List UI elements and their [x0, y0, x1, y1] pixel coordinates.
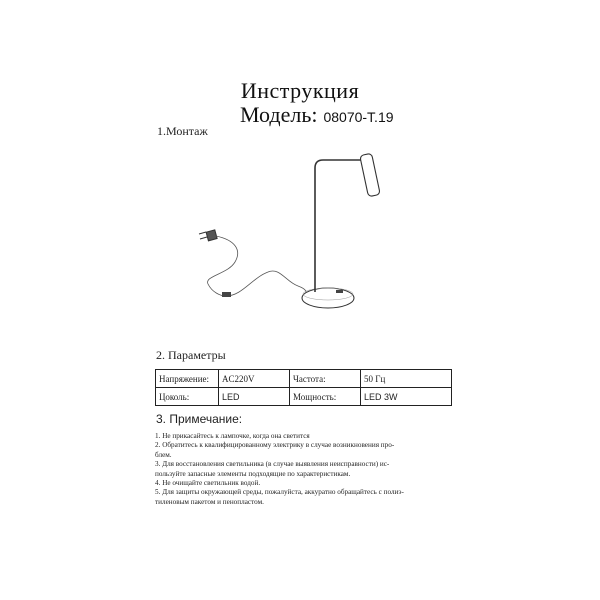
- list-item: 5. Для защиты окружающей среды, пожалуйста, аккуратно обращайтесь с полиэ-: [155, 488, 404, 497]
- params-heading: 2. Параметры: [156, 348, 226, 362]
- plug-icon: [199, 230, 217, 241]
- list-item: блем.: [155, 450, 172, 459]
- lamp-illustration: [190, 150, 410, 320]
- list-item: 3. Для восстановления светильника (в случае выявления неисправности) ис-: [155, 460, 390, 469]
- table-cell: Напряжение:: [156, 370, 219, 388]
- page-title: Инструкция: [240, 78, 360, 103]
- notes-list: [155, 432, 455, 507]
- notes-heading: 3. Примечание:: [156, 412, 243, 426]
- inline-switch: [222, 292, 231, 297]
- model-label: Модель:: [240, 102, 318, 127]
- model-line: [240, 102, 394, 128]
- table-cell: 50 Гц: [361, 370, 452, 388]
- list-item: пользуйте запасные элементы подходящие по характеристикам.: [155, 469, 351, 478]
- list-item: 2. Обратитесь к квалифицированному электрику в случае возникновения про-: [155, 441, 395, 450]
- table-row: [156, 388, 452, 406]
- table-cell: Частота:: [290, 370, 361, 388]
- params-table: [155, 369, 452, 406]
- list-item: 1. Не прикасайтесь к лампочке, когда она светится: [155, 432, 310, 440]
- table-cell: LED 3W: [361, 388, 452, 406]
- mounting-heading: 1.Монтаж: [157, 124, 208, 138]
- table-cell: AC220V: [219, 370, 290, 388]
- model-code: 08070-T.19: [323, 109, 394, 125]
- table-cell: LED: [219, 388, 290, 406]
- table-row: [156, 370, 452, 388]
- table-cell: Цоколь:: [156, 388, 219, 406]
- lamp-arm: [315, 160, 362, 292]
- power-cord: [208, 236, 306, 296]
- list-item: 4. Не очищайте светильник водой.: [155, 479, 261, 488]
- list-item: тиленовым пакетом и пенопластом.: [155, 497, 264, 506]
- lamp-head: [360, 153, 380, 197]
- table-cell: Мощность:: [290, 388, 361, 406]
